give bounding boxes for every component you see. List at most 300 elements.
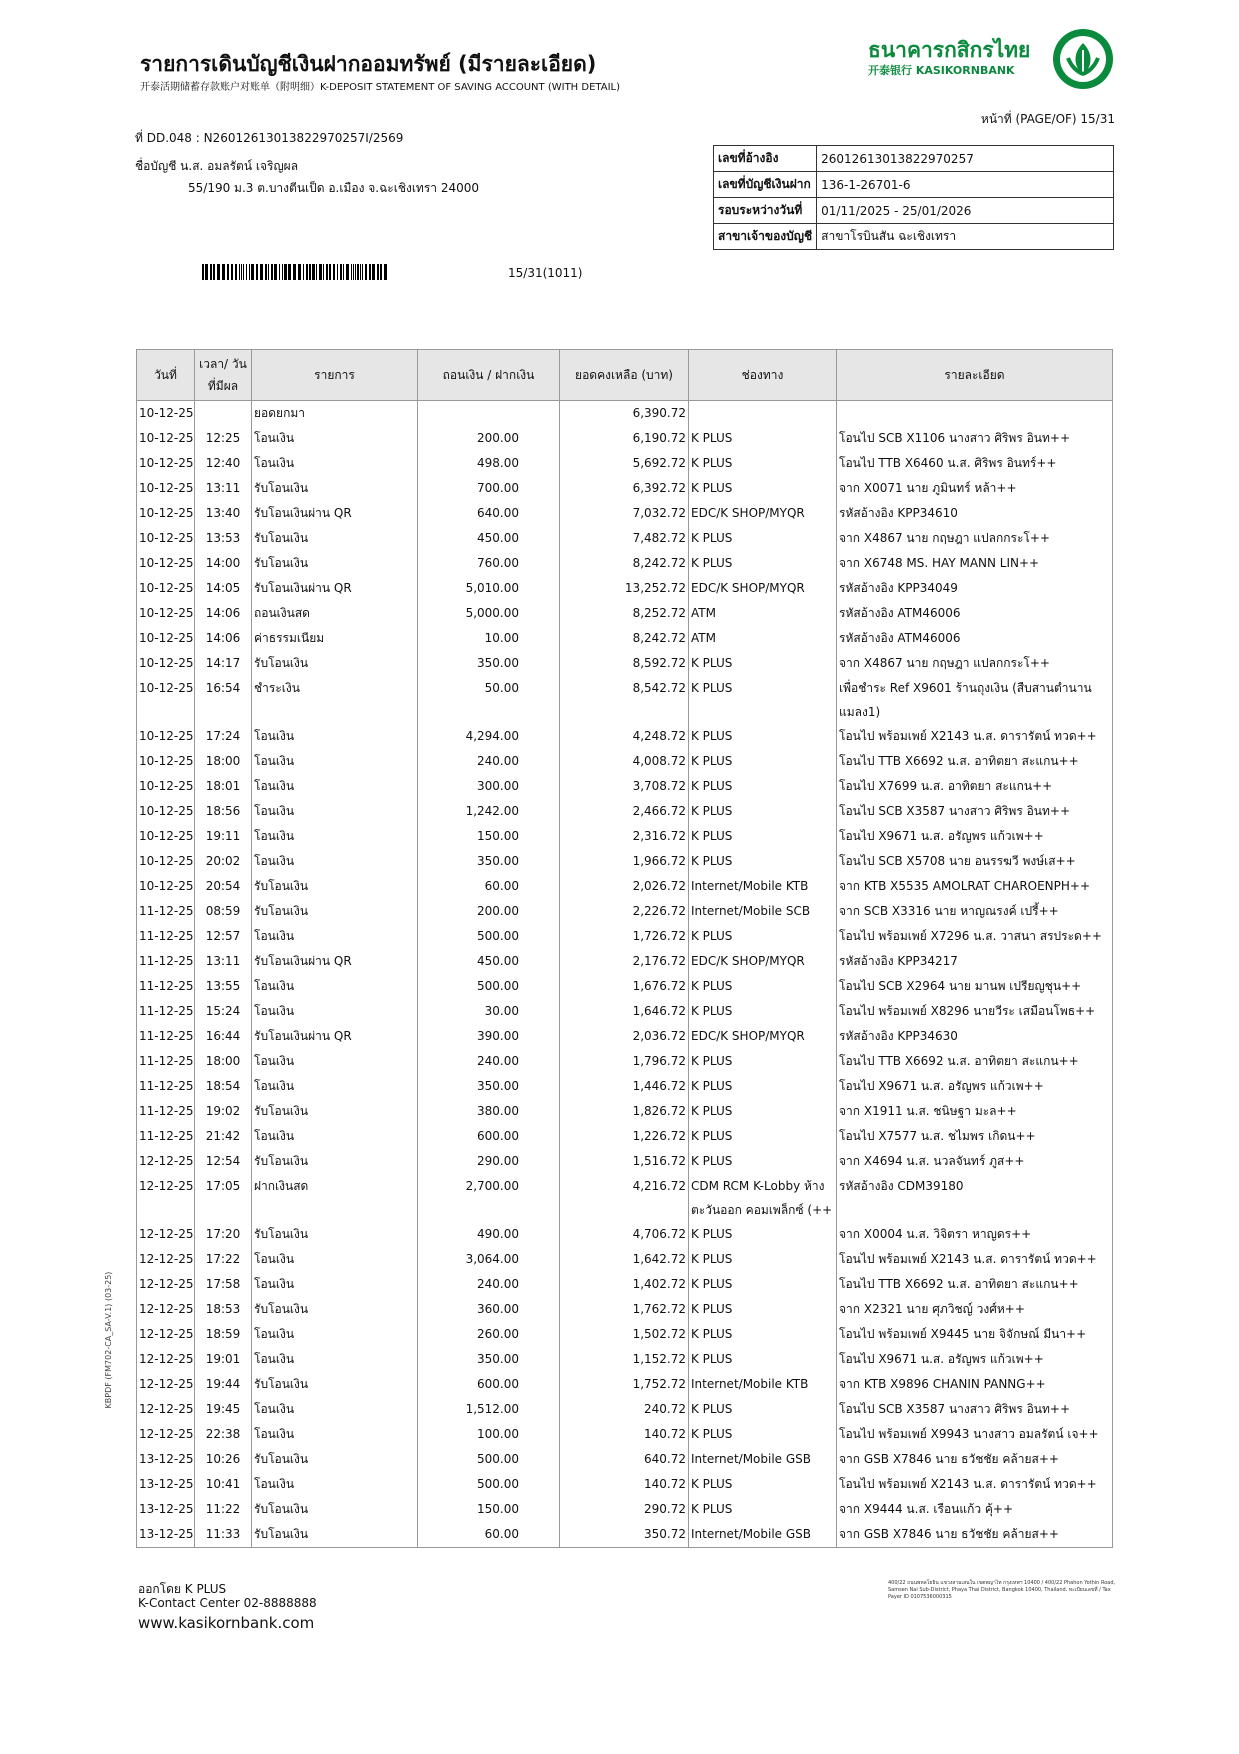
cell-date: 12-12-25 bbox=[137, 1347, 195, 1372]
cell-amount: 600.00 bbox=[418, 1124, 560, 1149]
cell-channel: K PLUS bbox=[689, 1297, 837, 1322]
info-row-period bbox=[714, 198, 1114, 224]
cell-desc: ชำระเงิน bbox=[252, 676, 418, 724]
bank-name-english: 开泰银行 KASIKORNBANK bbox=[868, 64, 1015, 77]
cell-balance: 1,646.72 bbox=[560, 999, 689, 1024]
cell-channel: Internet/Mobile GSB bbox=[689, 1447, 837, 1472]
cell-date: 11-12-25 bbox=[137, 974, 195, 999]
cell-date: 10-12-25 bbox=[137, 426, 195, 451]
cell-date: 13-12-25 bbox=[137, 1522, 195, 1548]
cell-balance: 7,032.72 bbox=[560, 501, 689, 526]
cell-date: 10-12-25 bbox=[137, 651, 195, 676]
cell-balance: 240.72 bbox=[560, 1397, 689, 1422]
table-row bbox=[137, 1247, 1113, 1272]
col-detail-header: รายละเอียด bbox=[837, 350, 1113, 401]
cell-detail: โอนไป พร้อมเพย์ X9943 นางสาว อมลรัตน์ เจ++ bbox=[837, 1422, 1113, 1447]
cell-desc: โอนเงิน bbox=[252, 774, 418, 799]
cell-date: 13-12-25 bbox=[137, 1447, 195, 1472]
cell-time: 18:00 bbox=[195, 749, 252, 774]
cell-balance: 140.72 bbox=[560, 1472, 689, 1497]
cell-balance: 7,482.72 bbox=[560, 526, 689, 551]
cell-channel: K PLUS bbox=[689, 724, 837, 749]
cell-channel: K PLUS bbox=[689, 526, 837, 551]
cell-time: 12:25 bbox=[195, 426, 252, 451]
cell-balance: 2,026.72 bbox=[560, 874, 689, 899]
cell-desc: โอนเงิน bbox=[252, 451, 418, 476]
info-label: เลขที่บัญชีเงินฝาก bbox=[714, 172, 817, 198]
cell-desc: ถอนเงินสด bbox=[252, 601, 418, 626]
cell-detail: จาก GSB X7846 นาย ธวัชชัย คล้ายส++ bbox=[837, 1522, 1113, 1548]
cell-time: 14:06 bbox=[195, 626, 252, 651]
cell-desc: รับโอนเงิน bbox=[252, 526, 418, 551]
col-date-header: วันที่ bbox=[137, 350, 195, 401]
info-label: สาขาเจ้าของบัญชี bbox=[714, 224, 817, 250]
cell-desc: โอนเงิน bbox=[252, 999, 418, 1024]
table-row bbox=[137, 799, 1113, 824]
cell-time: 13:55 bbox=[195, 974, 252, 999]
table-row bbox=[137, 1347, 1113, 1372]
cell-amount bbox=[418, 401, 560, 427]
cell-date: 11-12-25 bbox=[137, 899, 195, 924]
cell-date: 11-12-25 bbox=[137, 1024, 195, 1049]
cell-balance: 1,446.72 bbox=[560, 1074, 689, 1099]
cell-date: 10-12-25 bbox=[137, 774, 195, 799]
info-value: สาขาโรบินสัน ฉะเชิงเทรา bbox=[817, 224, 1114, 250]
cell-amount: 350.00 bbox=[418, 1074, 560, 1099]
cell-detail: จาก X0071 นาย ภูมินทร์ หล้า++ bbox=[837, 476, 1113, 501]
transaction-table bbox=[136, 349, 1113, 1548]
cell-detail: จาก X9444 น.ส. เรือนแก้ว คุ้++ bbox=[837, 1497, 1113, 1522]
cell-detail: จาก X4867 นาย กฤษฎา แปลกกระโ++ bbox=[837, 526, 1113, 551]
cell-time: 13:11 bbox=[195, 476, 252, 501]
cell-balance: 1,676.72 bbox=[560, 974, 689, 999]
cell-desc: โอนเงิน bbox=[252, 1124, 418, 1149]
cell-amount: 360.00 bbox=[418, 1297, 560, 1322]
cell-detail: โอนไป พร้อมเพย์ X8296 นายวีระ เสมือนโพธ++ bbox=[837, 999, 1113, 1024]
cell-channel: K PLUS bbox=[689, 1222, 837, 1247]
cell-detail: โอนไป พร้อมเพย์ X2143 น.ส. ดารารัตน์ ทวด++ bbox=[837, 1247, 1113, 1272]
table-row bbox=[137, 849, 1113, 874]
table-row bbox=[137, 724, 1113, 749]
cell-amount: 500.00 bbox=[418, 924, 560, 949]
cell-balance: 2,316.72 bbox=[560, 824, 689, 849]
cell-channel: ATM bbox=[689, 626, 837, 651]
table-row bbox=[137, 874, 1113, 899]
cell-date: 10-12-25 bbox=[137, 724, 195, 749]
cell-channel: K PLUS bbox=[689, 1497, 837, 1522]
cell-date: 12-12-25 bbox=[137, 1174, 195, 1222]
cell-time: 12:54 bbox=[195, 1149, 252, 1174]
cell-amount: 150.00 bbox=[418, 824, 560, 849]
cell-date: 12-12-25 bbox=[137, 1149, 195, 1174]
cell-amount: 300.00 bbox=[418, 774, 560, 799]
cell-time: 19:11 bbox=[195, 824, 252, 849]
table-row bbox=[137, 1397, 1113, 1422]
bank-address-fineprint: 400/22 ถนนพหลโยธิน แขวงสามเสนใน เขตพญาไท กรุงเทพฯ 10400 / 400/22 Phahon Yothin Road, Samsen Nai Sub-District, Phaya Thai District, Bangkok 10400, Thailand. ทะเบียนเลขที่ / Tax Payer ID 0107536000315 bbox=[888, 1580, 1116, 1600]
cell-desc: โอนเงิน bbox=[252, 799, 418, 824]
table-row bbox=[137, 1272, 1113, 1297]
cell-date: 10-12-25 bbox=[137, 551, 195, 576]
table-row bbox=[137, 1049, 1113, 1074]
cell-channel: K PLUS bbox=[689, 1149, 837, 1174]
cell-channel: EDC/K SHOP/MYQR bbox=[689, 501, 837, 526]
cell-desc: รับโอนเงินผ่าน QR bbox=[252, 1024, 418, 1049]
cell-detail: โอนไป พร้อมเพย์ X9445 นาย จิจักษณ์ มีนา++ bbox=[837, 1322, 1113, 1347]
cell-time: 18:00 bbox=[195, 1049, 252, 1074]
cell-amount: 600.00 bbox=[418, 1372, 560, 1397]
cell-desc: ยอดยกมา bbox=[252, 401, 418, 427]
cell-detail: โอนไป พร้อมเพย์ X2143 น.ส. ดารารัตน์ ทวด++ bbox=[837, 1472, 1113, 1497]
table-row bbox=[137, 501, 1113, 526]
statement-subtitle: 开泰活期储蓄存款账户对账单（附明细）K-DEPOSIT STATEMENT OF SAVING ACCOUNT (WITH DETAIL) bbox=[140, 82, 620, 93]
cell-detail: โอนไป SCB X3587 นางสาว ศิริพร อินท++ bbox=[837, 799, 1113, 824]
cell-amount: 3,064.00 bbox=[418, 1247, 560, 1272]
cell-detail: จาก X2321 นาย ศุภวิชญ์ วงศ์ห++ bbox=[837, 1297, 1113, 1322]
cell-balance: 1,502.72 bbox=[560, 1322, 689, 1347]
cell-balance: 1,966.72 bbox=[560, 849, 689, 874]
cell-amount: 500.00 bbox=[418, 1472, 560, 1497]
table-row bbox=[137, 401, 1113, 427]
table-row bbox=[137, 1522, 1113, 1548]
cell-amount: 240.00 bbox=[418, 1272, 560, 1297]
cell-time: 18:53 bbox=[195, 1297, 252, 1322]
cell-date: 10-12-25 bbox=[137, 799, 195, 824]
cell-channel: K PLUS bbox=[689, 1124, 837, 1149]
cell-desc: รับโอนเงิน bbox=[252, 899, 418, 924]
cell-detail: โอนไป TTB X6692 น.ส. อาทิตยา สะแกน++ bbox=[837, 749, 1113, 774]
cell-date: 12-12-25 bbox=[137, 1322, 195, 1347]
cell-detail: รหัสอ้างอิง ATM46006 bbox=[837, 601, 1113, 626]
cell-channel: K PLUS bbox=[689, 774, 837, 799]
cell-amount: 498.00 bbox=[418, 451, 560, 476]
cell-desc: โอนเงิน bbox=[252, 1397, 418, 1422]
info-row-reference bbox=[714, 146, 1114, 172]
cell-desc: รับโอนเงิน bbox=[252, 1372, 418, 1397]
cell-time: 08:59 bbox=[195, 899, 252, 924]
cell-desc: รับโอนเงินผ่าน QR bbox=[252, 949, 418, 974]
cell-date: 12-12-25 bbox=[137, 1422, 195, 1447]
cell-balance: 4,216.72 bbox=[560, 1174, 689, 1222]
cell-time: 10:41 bbox=[195, 1472, 252, 1497]
cell-date: 10-12-25 bbox=[137, 526, 195, 551]
cell-channel: K PLUS bbox=[689, 799, 837, 824]
cell-time: 17:22 bbox=[195, 1247, 252, 1272]
cell-date: 11-12-25 bbox=[137, 949, 195, 974]
cell-date: 10-12-25 bbox=[137, 451, 195, 476]
cell-amount: 290.00 bbox=[418, 1149, 560, 1174]
cell-time: 12:40 bbox=[195, 451, 252, 476]
table-row bbox=[137, 824, 1113, 849]
cell-time: 19:02 bbox=[195, 1099, 252, 1124]
cell-balance: 8,542.72 bbox=[560, 676, 689, 724]
cell-desc: โอนเงิน bbox=[252, 974, 418, 999]
cell-date: 12-12-25 bbox=[137, 1247, 195, 1272]
table-row bbox=[137, 1297, 1113, 1322]
cell-detail bbox=[837, 401, 1113, 427]
table-row bbox=[137, 899, 1113, 924]
cell-channel: K PLUS bbox=[689, 849, 837, 874]
cell-date: 10-12-25 bbox=[137, 626, 195, 651]
cell-balance: 1,826.72 bbox=[560, 1099, 689, 1124]
cell-detail: จาก X0004 น.ส. วิจิตรา หาญดร++ bbox=[837, 1222, 1113, 1247]
cell-detail: โอนไป X7577 น.ส. ชไมพร เกิดน++ bbox=[837, 1124, 1113, 1149]
cell-amount: 450.00 bbox=[418, 526, 560, 551]
cell-balance: 1,752.72 bbox=[560, 1372, 689, 1397]
cell-detail: เพื่อชำระ Ref X9601 ร้านถุงเงิน (สืบสานตำนาน แมลง1) bbox=[837, 676, 1113, 724]
cell-balance: 4,706.72 bbox=[560, 1222, 689, 1247]
cell-time: 18:54 bbox=[195, 1074, 252, 1099]
cell-detail: จาก GSB X7846 นาย ธวัชชัย คล้ายส++ bbox=[837, 1447, 1113, 1472]
cell-balance: 1,516.72 bbox=[560, 1149, 689, 1174]
account-name-row bbox=[135, 157, 298, 176]
cell-balance: 640.72 bbox=[560, 1447, 689, 1472]
account-name: น.ส. อมลรัตน์ เจริญผล bbox=[180, 159, 299, 173]
cell-time: 13:53 bbox=[195, 526, 252, 551]
table-row bbox=[137, 1372, 1113, 1397]
cell-amount: 240.00 bbox=[418, 1049, 560, 1074]
cell-detail: โอนไป X9671 น.ส. อรัญพร แก้วเพ++ bbox=[837, 1074, 1113, 1099]
cell-detail: จาก X6748 MS. HAY MANN LIN++ bbox=[837, 551, 1113, 576]
cell-amount: 2,700.00 bbox=[418, 1174, 560, 1222]
col-amount-header: ถอนเงิน / ฝากเงิน bbox=[418, 350, 560, 401]
table-row bbox=[137, 426, 1113, 451]
cell-channel: K PLUS bbox=[689, 1322, 837, 1347]
cell-channel: K PLUS bbox=[689, 974, 837, 999]
cell-channel: Internet/Mobile GSB bbox=[689, 1522, 837, 1548]
cell-detail: โอนไป TTB X6692 น.ส. อาทิตยา สะแกน++ bbox=[837, 1272, 1113, 1297]
cell-desc: โอนเงิน bbox=[252, 1074, 418, 1099]
cell-channel: K PLUS bbox=[689, 451, 837, 476]
table-row bbox=[137, 651, 1113, 676]
cell-date: 13-12-25 bbox=[137, 1497, 195, 1522]
cell-desc: รับโอนเงิน bbox=[252, 651, 418, 676]
table-row bbox=[137, 999, 1113, 1024]
cell-channel: K PLUS bbox=[689, 676, 837, 724]
cell-desc: รับโอนเงิน bbox=[252, 874, 418, 899]
cell-amount: 60.00 bbox=[418, 874, 560, 899]
cell-date: 12-12-25 bbox=[137, 1272, 195, 1297]
cell-amount: 450.00 bbox=[418, 949, 560, 974]
table-row bbox=[137, 1174, 1113, 1222]
cell-amount: 390.00 bbox=[418, 1024, 560, 1049]
cell-balance: 1,642.72 bbox=[560, 1247, 689, 1272]
cell-channel: K PLUS bbox=[689, 1272, 837, 1297]
cell-time: 12:57 bbox=[195, 924, 252, 949]
cell-detail: โอนไป X7699 น.ส. อาทิตยา สะแกน++ bbox=[837, 774, 1113, 799]
cell-date: 10-12-25 bbox=[137, 874, 195, 899]
cell-time: 18:59 bbox=[195, 1322, 252, 1347]
cell-balance: 4,008.72 bbox=[560, 749, 689, 774]
kasikornbank-logo-icon bbox=[1052, 28, 1114, 90]
cell-channel: K PLUS bbox=[689, 749, 837, 774]
cell-balance: 6,392.72 bbox=[560, 476, 689, 501]
col-channel-header: ช่องทาง bbox=[689, 350, 837, 401]
cell-amount: 640.00 bbox=[418, 501, 560, 526]
cell-desc: โอนเงิน bbox=[252, 426, 418, 451]
cell-time: 19:45 bbox=[195, 1397, 252, 1422]
info-row-branch bbox=[714, 224, 1114, 250]
cell-time: 19:44 bbox=[195, 1372, 252, 1397]
cell-detail: จาก X4867 นาย กฤษฎา แปลกกระโ++ bbox=[837, 651, 1113, 676]
cell-balance: 8,252.72 bbox=[560, 601, 689, 626]
cell-channel: K PLUS bbox=[689, 1049, 837, 1074]
cell-balance: 5,692.72 bbox=[560, 451, 689, 476]
table-row bbox=[137, 1472, 1113, 1497]
cell-detail: รหัสอ้างอิง KPP34049 bbox=[837, 576, 1113, 601]
cell-channel: K PLUS bbox=[689, 476, 837, 501]
cell-desc: โอนเงิน bbox=[252, 1347, 418, 1372]
cell-time: 20:54 bbox=[195, 874, 252, 899]
cell-desc: โอนเงิน bbox=[252, 824, 418, 849]
cell-balance: 1,226.72 bbox=[560, 1124, 689, 1149]
cell-channel: CDM RCM K-Lobby ห้างตะวันออก คอมเพล็กซ์ (++ bbox=[689, 1174, 837, 1222]
cell-balance: 3,708.72 bbox=[560, 774, 689, 799]
cell-channel: K PLUS bbox=[689, 1099, 837, 1124]
cell-time: 17:20 bbox=[195, 1222, 252, 1247]
cell-date: 10-12-25 bbox=[137, 824, 195, 849]
cell-channel: K PLUS bbox=[689, 426, 837, 451]
bank-website: www.kasikornbank.com bbox=[138, 1614, 315, 1632]
cell-date: 12-12-25 bbox=[137, 1372, 195, 1397]
cell-time: 16:54 bbox=[195, 676, 252, 724]
cell-channel: K PLUS bbox=[689, 999, 837, 1024]
cell-desc: รับโอนเงิน bbox=[252, 1297, 418, 1322]
cell-channel: K PLUS bbox=[689, 1247, 837, 1272]
cell-balance: 2,466.72 bbox=[560, 799, 689, 824]
cell-amount: 50.00 bbox=[418, 676, 560, 724]
cell-channel: K PLUS bbox=[689, 651, 837, 676]
cell-balance: 13,252.72 bbox=[560, 576, 689, 601]
cell-detail: โอนไป SCB X5708 นาย อนรรฆวี พงษ์เส++ bbox=[837, 849, 1113, 874]
cell-detail: จาก X4694 น.ส. นวลจันทร์ ภูส++ bbox=[837, 1149, 1113, 1174]
cell-detail: จาก X1911 น.ส. ชนิษฐา มะล++ bbox=[837, 1099, 1113, 1124]
table-row bbox=[137, 1149, 1113, 1174]
cell-channel: EDC/K SHOP/MYQR bbox=[689, 949, 837, 974]
cell-desc: รับโอนเงินผ่าน QR bbox=[252, 501, 418, 526]
cell-detail: รหัสอ้างอิง KPP34610 bbox=[837, 501, 1113, 526]
table-header-row bbox=[137, 350, 1113, 401]
cell-balance: 2,226.72 bbox=[560, 899, 689, 924]
cell-date: 10-12-25 bbox=[137, 601, 195, 626]
cell-channel: Internet/Mobile KTB bbox=[689, 1372, 837, 1397]
cell-date: 11-12-25 bbox=[137, 999, 195, 1024]
cell-channel: EDC/K SHOP/MYQR bbox=[689, 576, 837, 601]
cell-date: 12-12-25 bbox=[137, 1222, 195, 1247]
cell-balance: 1,726.72 bbox=[560, 924, 689, 949]
cell-date: 11-12-25 bbox=[137, 1124, 195, 1149]
cell-date: 11-12-25 bbox=[137, 1099, 195, 1124]
cell-balance: 350.72 bbox=[560, 1522, 689, 1548]
cell-desc: รับโอนเงิน bbox=[252, 1149, 418, 1174]
cell-detail: โอนไป SCB X2964 นาย มานพ เปรียญชุน++ bbox=[837, 974, 1113, 999]
cell-balance: 1,402.72 bbox=[560, 1272, 689, 1297]
cell-amount: 500.00 bbox=[418, 1447, 560, 1472]
cell-amount: 100.00 bbox=[418, 1422, 560, 1447]
cell-time: 21:42 bbox=[195, 1124, 252, 1149]
table-row bbox=[137, 626, 1113, 651]
cell-date: 10-12-25 bbox=[137, 576, 195, 601]
cell-balance: 2,176.72 bbox=[560, 949, 689, 974]
cell-time: 14:05 bbox=[195, 576, 252, 601]
cell-desc: โอนเงิน bbox=[252, 1272, 418, 1297]
cell-date: 12-12-25 bbox=[137, 1297, 195, 1322]
cell-desc: โอนเงิน bbox=[252, 1247, 418, 1272]
cell-balance: 290.72 bbox=[560, 1497, 689, 1522]
cell-desc: รับโอนเงิน bbox=[252, 1099, 418, 1124]
cell-detail: โอนไป X9671 น.ส. อรัญพร แก้วเพ++ bbox=[837, 1347, 1113, 1372]
table-row bbox=[137, 1497, 1113, 1522]
cell-date: 10-12-25 bbox=[137, 849, 195, 874]
cell-detail: โอนไป พร้อมเพย์ X2143 น.ส. ดารารัตน์ ทวด++ bbox=[837, 724, 1113, 749]
cell-amount: 1,242.00 bbox=[418, 799, 560, 824]
table-row bbox=[137, 1322, 1113, 1347]
cell-detail: รหัสอ้างอิง KPP34217 bbox=[837, 949, 1113, 974]
cell-balance: 1,762.72 bbox=[560, 1297, 689, 1322]
cell-time: 13:11 bbox=[195, 949, 252, 974]
cell-channel: K PLUS bbox=[689, 924, 837, 949]
table-row bbox=[137, 476, 1113, 501]
cell-date: 10-12-25 bbox=[137, 676, 195, 724]
table-row bbox=[137, 1422, 1113, 1447]
info-value: 01/11/2025 - 25/01/2026 bbox=[817, 198, 1114, 224]
cell-detail: โอนไป SCB X1106 นางสาว ศิริพร อินท++ bbox=[837, 426, 1113, 451]
cell-detail: โอนไป TTB X6460 น.ส. ศิริพร อินทร์++ bbox=[837, 451, 1113, 476]
cell-desc: โอนเงิน bbox=[252, 1422, 418, 1447]
cell-date: 10-12-25 bbox=[137, 401, 195, 427]
table-row bbox=[137, 974, 1113, 999]
cell-time: 17:05 bbox=[195, 1174, 252, 1222]
cell-detail: โอนไป X9671 น.ส. อรัญพร แก้วเพ++ bbox=[837, 824, 1113, 849]
cell-balance: 1,796.72 bbox=[560, 1049, 689, 1074]
cell-detail: รหัสอ้างอิง ATM46006 bbox=[837, 626, 1113, 651]
cell-detail: จาก KTB X5535 AMOLRAT CHAROENPH++ bbox=[837, 874, 1113, 899]
cell-time: 19:01 bbox=[195, 1347, 252, 1372]
col-balance-header: ยอดคงเหลือ (บาท) bbox=[560, 350, 689, 401]
table-row bbox=[137, 576, 1113, 601]
cell-detail: รหัสอ้างอิง KPP34630 bbox=[837, 1024, 1113, 1049]
cell-amount: 760.00 bbox=[418, 551, 560, 576]
cell-amount: 350.00 bbox=[418, 1347, 560, 1372]
cell-desc: โอนเงิน bbox=[252, 1472, 418, 1497]
cell-amount: 4,294.00 bbox=[418, 724, 560, 749]
account-name-label: ชื่อบัญชี bbox=[135, 159, 177, 173]
info-value: 26012613013822970257 bbox=[817, 146, 1114, 172]
cell-detail: โอนไป พร้อมเพย์ X7296 น.ส. วาสนา สรประด++ bbox=[837, 924, 1113, 949]
cell-time: 13:40 bbox=[195, 501, 252, 526]
cell-desc: รับโอนเงิน bbox=[252, 1522, 418, 1548]
cell-amount: 10.00 bbox=[418, 626, 560, 651]
cell-balance: 2,036.72 bbox=[560, 1024, 689, 1049]
info-row-account-number bbox=[714, 172, 1114, 198]
contact-center: K-Contact Center 02-8888888 bbox=[138, 1596, 317, 1610]
cell-amount: 150.00 bbox=[418, 1497, 560, 1522]
table-row bbox=[137, 551, 1113, 576]
statement-info-table bbox=[713, 145, 1114, 250]
table-row bbox=[137, 451, 1113, 476]
cell-channel: K PLUS bbox=[689, 824, 837, 849]
cell-detail: จาก KTB X9896 CHANIN PANNG++ bbox=[837, 1372, 1113, 1397]
bank-name-thai: ธนาคารกสิกรไทย bbox=[868, 38, 1031, 62]
cell-date: 10-12-25 bbox=[137, 749, 195, 774]
cell-detail: โอนไป SCB X3587 นางสาว ศิริพร อินท++ bbox=[837, 1397, 1113, 1422]
cell-time: 18:56 bbox=[195, 799, 252, 824]
table-row bbox=[137, 526, 1113, 551]
cell-amount: 30.00 bbox=[418, 999, 560, 1024]
cell-date: 10-12-25 bbox=[137, 476, 195, 501]
form-code: KBPDF (FM702-CA_SA-V.1) (03-25) bbox=[104, 1271, 113, 1409]
cell-time: 17:24 bbox=[195, 724, 252, 749]
cell-time: 11:33 bbox=[195, 1522, 252, 1548]
